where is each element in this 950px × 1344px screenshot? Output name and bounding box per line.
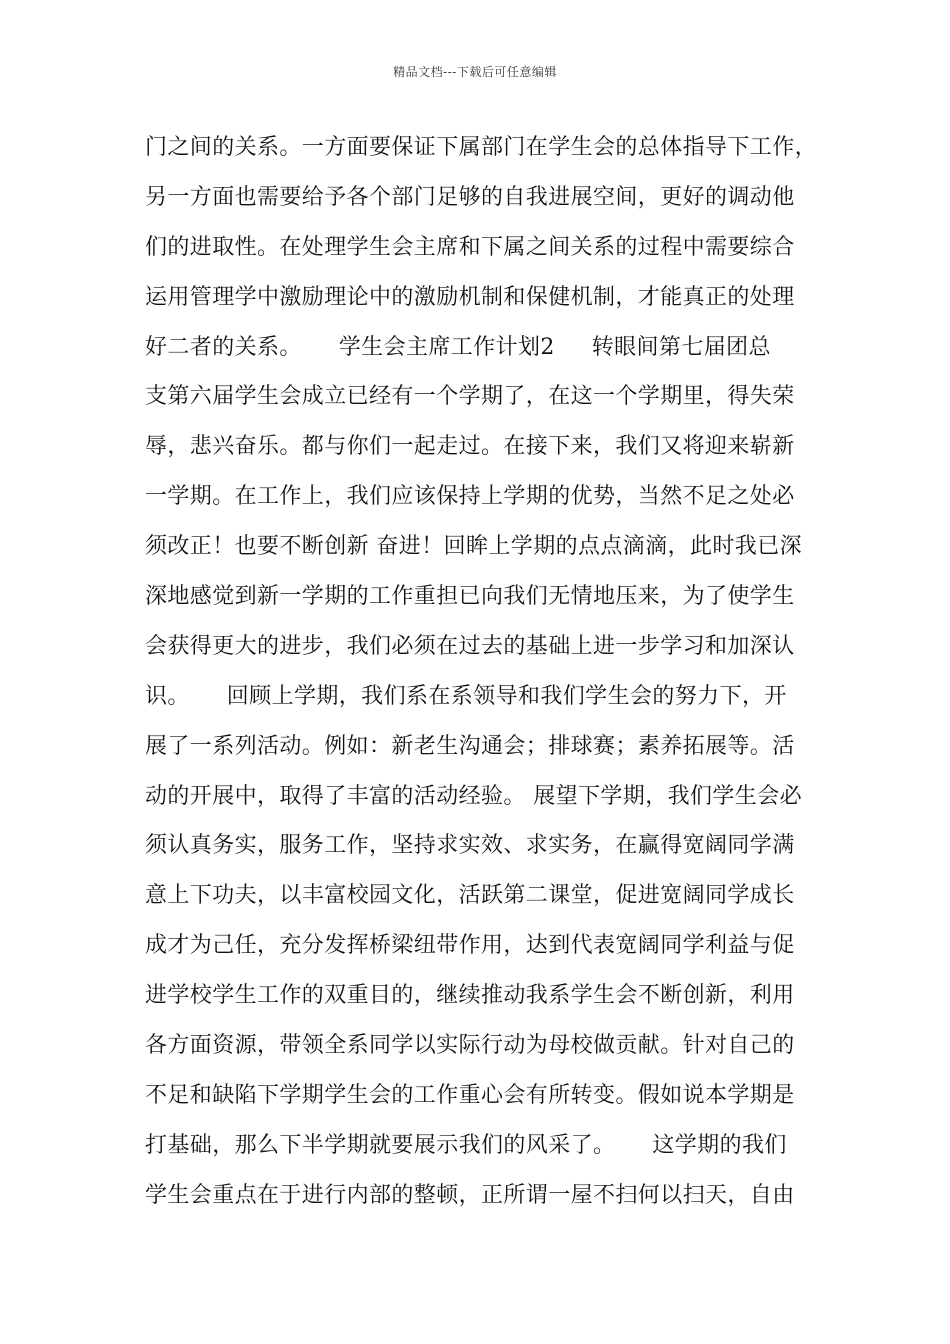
body-line: 进学校学生工作的双重目的，继续推动我系学生会不断创新，利用 [145, 983, 795, 1009]
body-line: 们的进取性。在处理学生会主席和下属之间关系的过程中需要综合 [145, 234, 795, 260]
body-line: 好二者的关系。 学生会主席工作计划2 转眼间第七届团总 [145, 334, 771, 360]
body-line: 门之间的关系。一方面要保证下属部门在学生会的总体指导下工作， [145, 135, 818, 160]
body-line: 运用管理学中激励理论中的激励机制和保健机制，才能真正的处理 [145, 284, 795, 310]
body-line: 意上下功夫，以丰富校园文化，活跃第二课堂，促进宽阔同学成长 [145, 883, 795, 909]
body-line: 会获得更大的进步，我们必须在过去的基础上进一步学习和加深认 [145, 633, 795, 659]
body-line: 不足和缺陷下学期学生会的工作重心会有所转变。假如说本学期是 [145, 1082, 795, 1108]
body-line: 辱，悲兴奋乐。都与你们一起走过。在接下来，我们又将迎来崭新 [145, 434, 795, 460]
body-line: 一学期。在工作上，我们应该保持上学期的优势，当然不足之处必 [145, 484, 795, 510]
body-line: 动的开展中，取得了丰富的活动经验。 展望下学期，我们学生会必 [145, 783, 802, 809]
body-line: 识。 回顾上学期，我们系在系领导和我们学生会的努力下，开 [145, 683, 787, 709]
body-line: 打基础，那么下半学期就要展示我们的风采了。 这学期的我们 [145, 1132, 787, 1158]
body-line: 支第六届学生会成立已经有一个学期了，在这一个学期里，得失荣 [145, 384, 795, 410]
body-line: 须改正！也要不断创新 奋进！回眸上学期的点点滴滴，此时我已深 [145, 534, 802, 560]
body-line: 展了一系列活动。例如：新老生沟通会；排球赛；素养拓展等。活 [145, 733, 795, 759]
body-line: 深地感觉到新一学期的工作重担已向我们无情地压来，为了使学生 [145, 584, 795, 610]
document-body [145, 128, 818, 1226]
page-header: 精品文档---下载后可任意编辑 [393, 65, 557, 79]
body-line: 成才为己任，充分发挥桥梁纽带作用，达到代表宽阔同学利益与促 [145, 933, 795, 959]
body-line: 学生会重点在于进行内部的整顿，正所谓一屋不扫何以扫天，自由 [145, 1182, 795, 1208]
body-line: 各方面资源，带领全系同学以实际行动为母校做贡献。针对自己的 [145, 1033, 795, 1059]
body-line: 须认真务实，服务工作，坚持求实效、求实务，在赢得宽阔同学满 [145, 833, 795, 859]
body-line: 另一方面也需要给予各个部门足够的自我进展空间，更好的调动他 [145, 184, 795, 210]
